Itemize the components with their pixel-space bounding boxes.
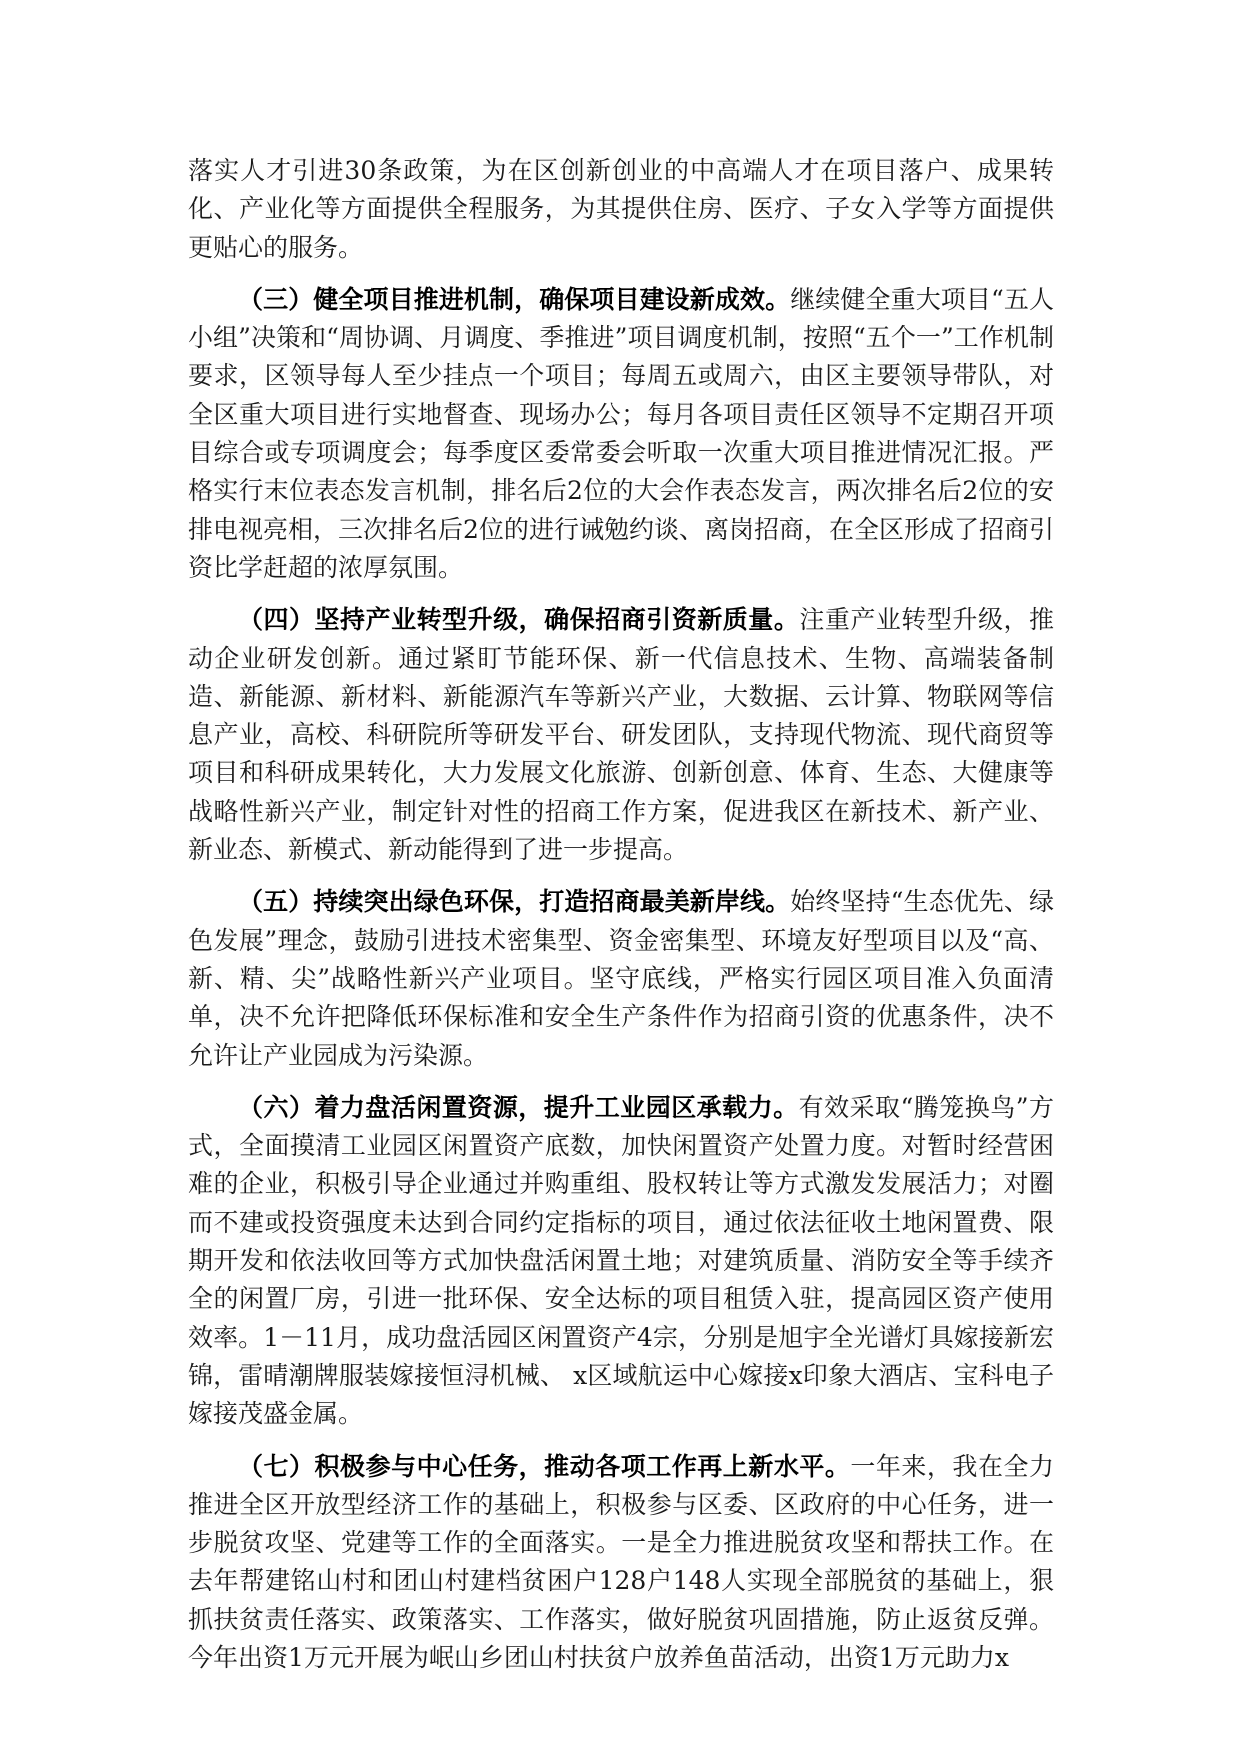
paragraph-green-environment [188, 883, 1054, 1074]
paragraph-text: 始终坚持“生态优先、绿色发展”理念，鼓励引进技术密集型、资金密集型、环境友好型项目以及“高、新、精、尖”战略性新兴产业项目。坚守底线，严格实行园区项目准入负面清单，决不允许把降低环保标准和安全生产条件作为招商引资的优惠条件，决不允许让产业园成为污染源。 [188, 887, 1054, 1070]
paragraph-heading: （六）着力盘活闲置资源，提升工业园区承载力。 [238, 1092, 799, 1122]
paragraph-talent-policy [188, 152, 1054, 267]
paragraph-text: 注重产业转型升级，推动企业研发创新。通过紧盯节能环保、新一代信息技术、生物、高端装备制造、新能源、新材料、新能源汽车等新兴产业，大数据、云计算、物联网等信息产业，高校、科研院所等研发平台、研发团队，支持现代物流、现代商贸等项目和科研成果转化，大力发展文化旅游、创新创意、体育、生态、大健康等战略性新兴产业，制定针对性的招商工作方案，促进我区在新技术、新产业、新业态、新模式、新动能得到了进一步提高。 [188, 605, 1054, 865]
paragraph-project-mechanism [188, 281, 1054, 587]
paragraph-central-tasks [188, 1448, 1054, 1678]
paragraph-industrial-upgrade [188, 601, 1054, 869]
paragraph-heading: （三）健全项目推进机制，确保项目建设新成效。 [238, 284, 791, 314]
paragraph-text: 继续健全重大项目“五人小组”决策和“周协调、月调度、季推进”项目调度机制，按照“五个一”工作机制要求，区领导每人至少挂点一个项目；每周五或周六，由区主要领导带队，对全区重大项目进行实地督查、现场办公；每月各项目责任区领导不定期召开项目综合或专项调度会；每季度区委常委会听取一次重大项目推进情况汇报。严格实行末位表态发言机制，排名后2位的大会作表态发言，两次排名后2位的安排电视亮相，三次排名后2位的进行诫勉约谈、离岗招商，在全区形成了招商引资比学赶超的浓厚氛围。 [188, 284, 1054, 582]
paragraph-text: 有效采取“腾笼换鸟”方式，全面摸清工业园区闲置资产底数，加快闲置资产处置力度。对暂时经营困难的企业，积极引导企业通过并购重组、股权转让等方式激发发展活力；对圈而不建或投资强度未达到合同约定指标的项目，通过依法征收土地闲置费、限期开发和依法收回等方式加快盘活闲置土地；对建筑质量、消防安全等手续齐全的闲置厂房，引进一批环保、安全达标的项目租赁入驻，提高园区资产使用效率。1－11月，成功盘活园区闲置资产4宗，分别是旭宇全光谱灯具嫁接新宏锦，雷晴潮牌服装嫁接恒浔机械、 x区域航运中心嫁接x印象大酒店、宝科电子嫁接茂盛金属。 [188, 1092, 1054, 1429]
paragraph-heading: （四）坚持产业转型升级，确保招商引资新质量。 [238, 605, 800, 635]
paragraph-text: 落实人才引进30条政策，为在区创新创业的中高端人才在项目落户、成果转化、产业化等方面提供全程服务，为其提供住房、医疗、子女入学等方面提供更贴心的服务。 [188, 156, 1054, 262]
document-page [188, 152, 1054, 1691]
paragraph-heading: （七）积极参与中心任务，推动各项工作再上新水平。 [238, 1451, 851, 1481]
paragraph-heading: （五）持续突出绿色环保，打造招商最美新岸线。 [238, 887, 791, 917]
paragraph-text: 一年来，我在全力推进全区开放型经济工作的基础上，积极参与区委、区政府的中心任务，进一步脱贫攻坚、党建等工作的全面落实。一是全力推进脱贫攻坚和帮扶工作。在去年帮建铭山村和团山村建档贫困户128户148人实现全部脱贫的基础上，狠抓扶贫责任落实、政策落实、工作落实，做好脱贫巩固措施，防止返贫反弹。今年出资1万元开展为岷山乡团山村扶贫户放养鱼苗活动，出资1万元助力x [188, 1451, 1054, 1672]
paragraph-idle-resources [188, 1089, 1054, 1434]
